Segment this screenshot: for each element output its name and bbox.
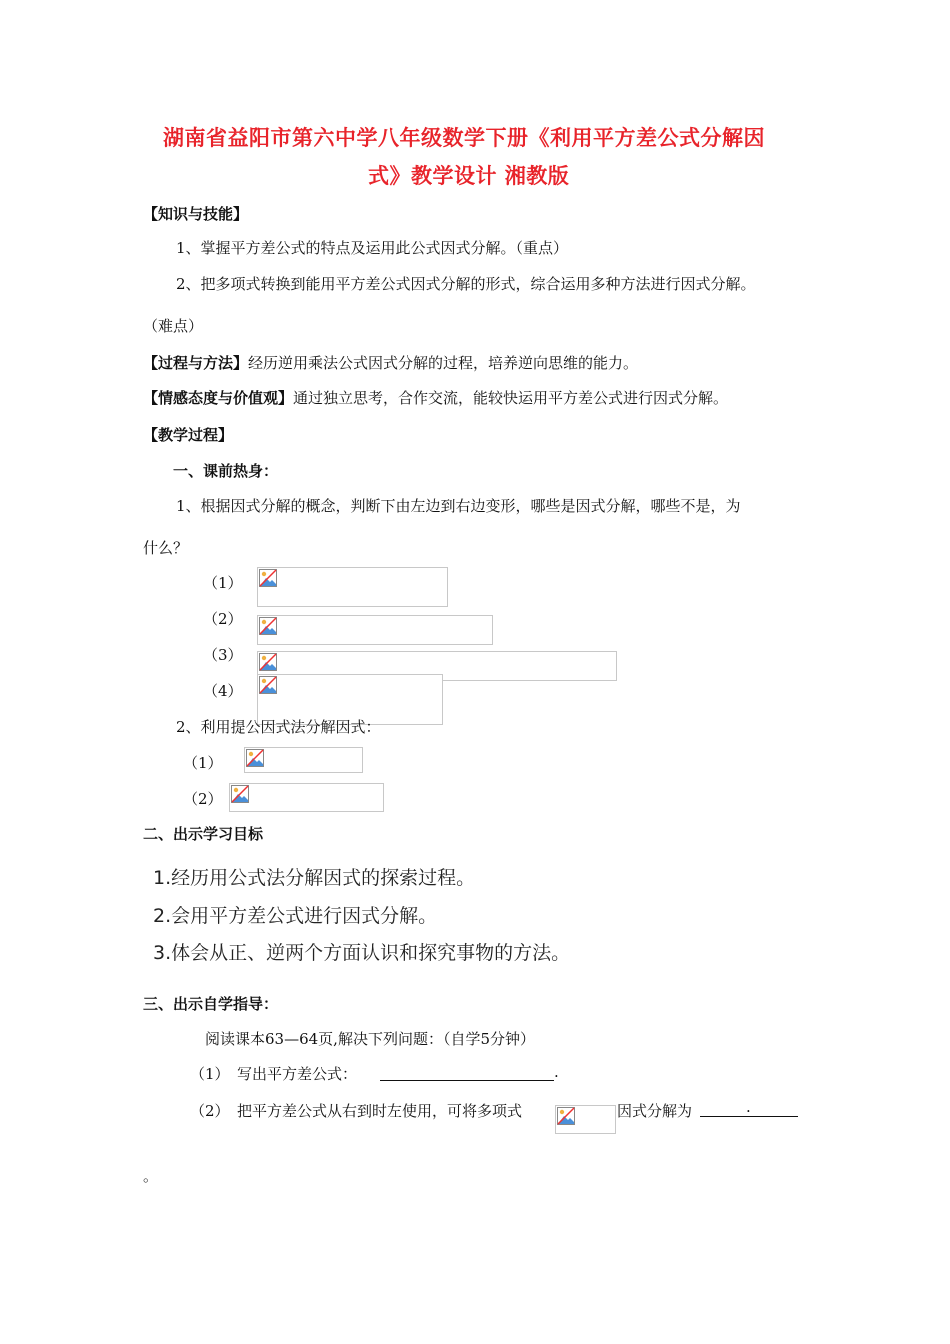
warmup-question-1-cont: 什么？ (143, 539, 189, 557)
warmup-q2-item-label: （2） (183, 790, 223, 808)
teaching-heading: 【教学过程】 (143, 426, 234, 444)
guide-q2-text: 把平方差公式从右到时左使用，可将多项式 (237, 1102, 523, 1120)
warmup-q1-item-label: （1） (203, 574, 243, 592)
guide-q1-number: （1） (190, 1065, 230, 1083)
guide-q1-end: . (554, 1063, 559, 1081)
goal-item: 2.会用平方差公式进行因式分解。 (153, 905, 438, 927)
emotion-line (143, 387, 728, 408)
goal-item: 1.经历用公式法分解因式的探索过程。 (153, 867, 476, 889)
guide-heading: 三、出示自学指导： (143, 995, 279, 1013)
knowledge-item-2-cont: （难点） (143, 317, 204, 335)
guide-q2-mid: 因式分解为 (617, 1102, 693, 1120)
guide-q1-text: 写出平方差公式： (237, 1065, 358, 1083)
end-mark: 。 (143, 1167, 159, 1185)
goal-item: 3.体会从正、逆两个方面认识和探究事物的方法。 (153, 942, 571, 964)
warmup-q2-item-label: （1） (183, 754, 223, 772)
warmup-question-2: 2、利用提公因式法分解因式： (176, 718, 381, 736)
goals-heading: 二、出示学习目标 (143, 825, 264, 843)
process-text: 经历逆用乘法公式因式分解的过程，培养逆向思维的能力。 (248, 354, 639, 372)
knowledge-item-1: 1、掌握平方差公式的特点及运用此公式因式分解。（重点） (176, 239, 569, 257)
answer-blank (380, 1080, 554, 1081)
warmup-question-1: 1、根据因式分解的概念，判断下由左边到右边变形，哪些是因式分解，哪些不是，为 (176, 497, 741, 515)
broken-image-icon (231, 785, 249, 803)
warmup-heading: 一、课前热身： (173, 462, 279, 480)
warmup-q1-item-label: （4） (203, 682, 243, 700)
process-line (143, 352, 638, 373)
process-heading: 【过程与方法】 (143, 354, 249, 372)
broken-image-icon (259, 569, 277, 587)
formula-image (229, 783, 384, 812)
broken-image-icon (557, 1107, 575, 1125)
broken-image-icon (259, 617, 277, 635)
broken-image-icon (259, 676, 277, 694)
formula-image (555, 1105, 616, 1134)
warmup-q1-item-label: （2） (203, 610, 243, 628)
emotion-heading: 【情感态度与价值观】 (143, 389, 294, 407)
formula-image (257, 615, 493, 645)
broken-image-icon (259, 653, 277, 671)
guide-q2-number: （2） (190, 1102, 230, 1120)
emotion-text: 通过独立思考，合作交流，能较快运用平方差公式进行因式分解。 (293, 389, 729, 407)
guide-intro: 阅读课本63—64页,解决下列问题：（自学5分钟） (205, 1030, 535, 1048)
guide-q2-dot: . (746, 1098, 751, 1116)
knowledge-heading: 【知识与技能】 (143, 205, 249, 223)
answer-blank (700, 1116, 798, 1117)
document-title-line1: 湖南省益阳市第六中学八年级数学下册《利用平方差公式分解因 (163, 126, 765, 150)
warmup-q1-item-label: （3） (203, 646, 243, 664)
formula-image (257, 567, 448, 607)
broken-image-icon (246, 749, 264, 767)
formula-image (244, 747, 363, 773)
document-title-line2: 式》教学设计 湘教版 (368, 164, 570, 188)
knowledge-item-2: 2、把多项式转换到能用平方差公式因式分解的形式，综合运用多种方法进行因式分解。 (176, 275, 756, 293)
